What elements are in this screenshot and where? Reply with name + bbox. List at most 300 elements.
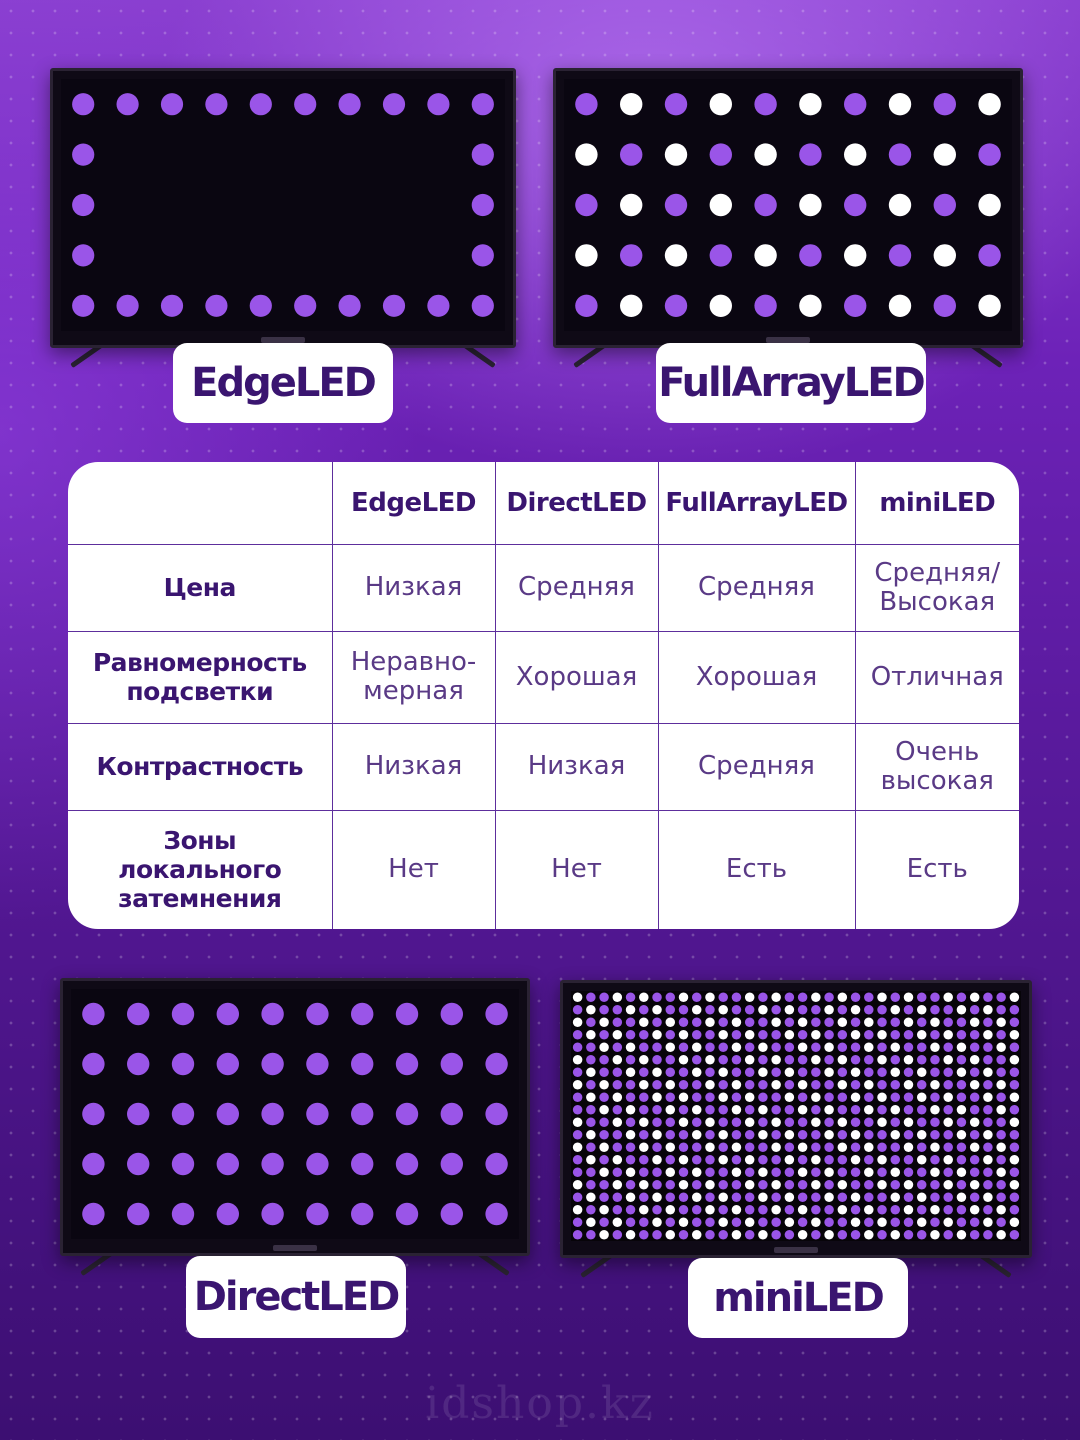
led-dot-white	[851, 1218, 861, 1228]
led-dot-white	[917, 1093, 927, 1103]
led-dot-white	[811, 1055, 821, 1065]
table-cell: Хорошая	[495, 631, 658, 723]
led-dot-purple	[754, 295, 776, 317]
led-dot-purple	[573, 1043, 583, 1053]
led-dot-purple	[851, 1205, 861, 1215]
led-dot-purple	[811, 1230, 821, 1240]
table-cell: Низкая	[495, 723, 658, 810]
led-dot-white	[692, 1168, 702, 1178]
led-dot-white	[811, 1155, 821, 1165]
led-dot-purple	[943, 1168, 953, 1178]
led-dot-purple	[851, 993, 861, 1003]
led-dot-white	[771, 1080, 781, 1090]
led-dot-purple	[679, 1143, 689, 1153]
led-dot-purple	[957, 993, 967, 1003]
led-dot-purple	[811, 1105, 821, 1115]
led-dot-purple	[710, 244, 732, 266]
led-dot-white	[586, 1155, 596, 1165]
led-dot-purple	[864, 1068, 874, 1078]
led-dot-purple	[732, 993, 742, 1003]
led-dot-purple	[851, 1230, 861, 1240]
led-dot-white	[811, 1218, 821, 1228]
led-dot-white	[785, 1068, 795, 1078]
led-dot-white	[771, 1055, 781, 1065]
led-dot-purple	[838, 1030, 848, 1040]
led-dot-purple	[639, 1068, 649, 1078]
led-dot-purple	[996, 1130, 1006, 1140]
led-dot-purple	[127, 1053, 149, 1075]
led-dot-white	[652, 1218, 662, 1228]
led-dot-white	[877, 1118, 887, 1128]
led-dot-white	[851, 1005, 861, 1015]
led-dot-purple	[943, 1018, 953, 1028]
led-dot-purple	[864, 1005, 874, 1015]
led-dot-white	[692, 1068, 702, 1078]
led-dot-white	[917, 1005, 927, 1015]
led-dot-purple	[639, 1155, 649, 1165]
led-dot-white	[1010, 1218, 1020, 1228]
led-dot-white	[732, 1105, 742, 1115]
led-dot-white	[943, 1180, 953, 1190]
led-dot-purple	[904, 1168, 914, 1178]
led-dot-purple	[710, 143, 732, 165]
led-dot-white	[586, 1193, 596, 1203]
led-dot-white	[983, 1093, 993, 1103]
led-dot-purple	[161, 93, 183, 115]
led-dot-white	[732, 1018, 742, 1028]
led-dot-purple	[877, 1168, 887, 1178]
led-dot-purple	[983, 1143, 993, 1153]
led-dot-white	[705, 993, 715, 1003]
led-dot-white	[930, 1105, 940, 1115]
led-dot-white	[639, 1180, 649, 1190]
led-dot-purple	[1010, 1168, 1020, 1178]
led-dot-purple	[692, 1018, 702, 1028]
led-dot-white	[679, 1030, 689, 1040]
tv-edgeled	[50, 68, 516, 348]
led-dot-purple	[877, 1018, 887, 1028]
led-dot-purple	[261, 1003, 283, 1025]
led-dot-purple	[652, 1105, 662, 1115]
led-dot-purple	[785, 1230, 795, 1240]
led-dot-purple	[996, 1068, 1006, 1078]
led-dot-purple	[891, 1155, 901, 1165]
led-dot-purple	[824, 1155, 834, 1165]
led-dot-white	[758, 1230, 768, 1240]
led-dot-purple	[996, 1218, 1006, 1228]
led-dot-purple	[771, 1230, 781, 1240]
led-dot-purple	[127, 1153, 149, 1175]
led-dot-white	[957, 1230, 967, 1240]
led-dot-purple	[427, 93, 449, 115]
led-dot-purple	[666, 1005, 676, 1015]
led-dot-purple	[666, 1030, 676, 1040]
led-dot-purple	[626, 1218, 636, 1228]
led-dot-purple	[996, 1118, 1006, 1128]
table-cell: Средняя	[658, 723, 855, 810]
led-dot-white	[798, 1168, 808, 1178]
led-dot-white	[666, 1168, 676, 1178]
led-dot-purple	[666, 1180, 676, 1190]
led-dot-purple	[943, 1193, 953, 1203]
led-dot-purple	[983, 1168, 993, 1178]
led-dot-purple	[718, 993, 728, 1003]
led-dot-white	[930, 1230, 940, 1240]
led-dot-white	[851, 1155, 861, 1165]
led-dot-white	[798, 1230, 808, 1240]
row-label-local-dimming: Зоны локального затемнения	[68, 810, 332, 929]
led-dot-purple	[599, 1193, 609, 1203]
led-dot-purple	[472, 244, 494, 266]
led-dot-white	[573, 1205, 583, 1215]
led-dot-purple	[639, 1005, 649, 1015]
led-dot-white	[917, 1130, 927, 1140]
led-dot-white	[917, 1218, 927, 1228]
led-dot-purple	[864, 1093, 874, 1103]
led-dot-purple	[799, 143, 821, 165]
led-dot-purple	[745, 1068, 755, 1078]
led-dot-white	[666, 1080, 676, 1090]
led-dot-purple	[652, 993, 662, 1003]
led-dot-purple	[652, 1118, 662, 1128]
led-dot-purple	[351, 1103, 373, 1125]
led-dot-purple	[599, 1093, 609, 1103]
led-dot-white	[811, 1093, 821, 1103]
led-dot-purple	[573, 1130, 583, 1140]
led-dot-purple	[917, 1180, 927, 1190]
led-dot-purple	[930, 1193, 940, 1203]
led-dot-purple	[172, 1103, 194, 1125]
led-dot-white	[957, 1005, 967, 1015]
led-dot-purple	[771, 1168, 781, 1178]
led-dot-purple	[930, 1093, 940, 1103]
led-dot-white	[904, 1180, 914, 1190]
led-dot-purple	[851, 1118, 861, 1128]
led-dot-white	[996, 1168, 1006, 1178]
led-dot-white	[798, 1043, 808, 1053]
led-dot-purple	[652, 1043, 662, 1053]
led-dot-purple	[877, 1068, 887, 1078]
led-dot-purple	[351, 1053, 373, 1075]
table-cell: Очень высокая	[855, 723, 1019, 810]
led-dot-purple	[785, 1043, 795, 1053]
led-dot-purple	[692, 1118, 702, 1128]
led-dot-purple	[771, 1218, 781, 1228]
table-header-fullarrayled: FullArrayLED	[658, 462, 855, 544]
led-dot-purple	[306, 1153, 328, 1175]
led-dot-purple	[626, 1118, 636, 1128]
led-dot-white	[864, 1205, 874, 1215]
led-dot-purple	[613, 1105, 623, 1115]
led-dot-purple	[613, 1205, 623, 1215]
led-dot-purple	[930, 1218, 940, 1228]
led-dot-purple	[844, 93, 866, 115]
led-dot-white	[904, 1205, 914, 1215]
led-dot-white	[613, 1180, 623, 1190]
led-dot-purple	[599, 993, 609, 1003]
led-dot-purple	[811, 1205, 821, 1215]
led-dot-white	[639, 1205, 649, 1215]
led-dot-white	[586, 1130, 596, 1140]
led-dot-white	[613, 1093, 623, 1103]
led-dot-purple	[441, 1103, 463, 1125]
led-dot-white	[785, 1093, 795, 1103]
led-dot-purple	[978, 143, 1000, 165]
led-dot-purple	[904, 1093, 914, 1103]
led-dot-white	[891, 1043, 901, 1053]
led-dot-purple	[851, 1080, 861, 1090]
led-dot-purple	[851, 1180, 861, 1190]
led-dot-purple	[970, 1030, 980, 1040]
led-dot-purple	[891, 1118, 901, 1128]
led-dot-purple	[666, 1118, 676, 1128]
led-dot-purple	[930, 1030, 940, 1040]
led-dot-purple	[652, 1180, 662, 1190]
tv-screen	[61, 79, 505, 331]
led-dot-white	[665, 244, 687, 266]
led-dot-purple	[771, 1130, 781, 1140]
led-dot-white	[864, 1105, 874, 1115]
led-dot-white	[679, 993, 689, 1003]
led-dot-purple	[732, 1155, 742, 1165]
led-dot-white	[732, 1043, 742, 1053]
led-dot-purple	[824, 1143, 834, 1153]
led-dot-white	[838, 993, 848, 1003]
led-dot-white	[889, 93, 911, 115]
led-dot-purple	[586, 1105, 596, 1115]
led-dot-white	[745, 993, 755, 1003]
led-dot-purple	[904, 1068, 914, 1078]
led-dot-purple	[626, 993, 636, 1003]
led-dot-purple	[427, 295, 449, 317]
table-cell: Низкая	[332, 723, 495, 810]
table-row	[68, 631, 1019, 723]
led-dot-purple	[599, 1030, 609, 1040]
led-dot-white	[626, 1168, 636, 1178]
led-dot-white	[745, 1093, 755, 1103]
led-dot-purple	[294, 93, 316, 115]
led-dot-purple	[652, 1168, 662, 1178]
led-dot-purple	[586, 1080, 596, 1090]
led-dot-purple	[82, 1053, 104, 1075]
led-dot-purple	[758, 1143, 768, 1153]
led-dot-purple	[639, 1130, 649, 1140]
led-dot-purple	[639, 1030, 649, 1040]
led-dot-white	[692, 1193, 702, 1203]
led-dot-purple	[639, 1093, 649, 1103]
led-dot-purple	[72, 244, 94, 266]
led-dot-white	[983, 1030, 993, 1040]
led-dot-purple	[943, 1105, 953, 1115]
led-dot-purple	[472, 93, 494, 115]
led-dot-white	[666, 1230, 676, 1240]
led-dot-white	[877, 1030, 887, 1040]
led-dot-purple	[718, 1055, 728, 1065]
led-dot-purple	[745, 1080, 755, 1090]
led-dot-purple	[824, 1018, 834, 1028]
led-dot-purple	[771, 1093, 781, 1103]
led-dot-purple	[666, 1155, 676, 1165]
led-dot-white	[692, 1105, 702, 1115]
led-dot-purple	[824, 1118, 834, 1128]
led-dot-purple	[1010, 1230, 1020, 1240]
led-dot-white	[957, 1130, 967, 1140]
led-dot-white	[1010, 1093, 1020, 1103]
led-dot-purple	[996, 1005, 1006, 1015]
led-dot-white	[996, 1205, 1006, 1215]
led-dot-purple	[996, 1155, 1006, 1165]
led-dot-white	[943, 1055, 953, 1065]
led-dot-purple	[917, 1055, 927, 1065]
tv-fullarrayled	[553, 68, 1023, 348]
led-dot-purple	[351, 1003, 373, 1025]
led-dot-purple	[904, 1105, 914, 1115]
led-dot-purple	[957, 1080, 967, 1090]
led-dot-white	[904, 1080, 914, 1090]
led-dot-purple	[485, 1053, 507, 1075]
led-dot-purple	[626, 1143, 636, 1153]
led-dot-purple	[679, 1043, 689, 1053]
led-dot-purple	[620, 244, 642, 266]
led-dot-white	[891, 1105, 901, 1115]
led-dot-white	[639, 1018, 649, 1028]
led-dot-white	[811, 1180, 821, 1190]
led-dot-white	[930, 1168, 940, 1178]
table-header-empty	[68, 462, 332, 544]
led-dot-white	[957, 1068, 967, 1078]
tv-screen	[71, 989, 519, 1239]
table-cell: Хорошая	[658, 631, 855, 723]
led-dot-white	[613, 1055, 623, 1065]
led-dot-white	[978, 93, 1000, 115]
led-dot-white	[904, 1143, 914, 1153]
tv-screen	[564, 79, 1012, 331]
led-dot-white	[745, 1180, 755, 1190]
led-dot-purple	[838, 1105, 848, 1115]
table-header-edgeled: EdgeLED	[332, 462, 495, 544]
led-dot-white	[996, 1043, 1006, 1053]
led-dot-purple	[996, 1030, 1006, 1040]
led-dot-purple	[666, 1193, 676, 1203]
led-dot-purple	[745, 1230, 755, 1240]
led-dot-purple	[824, 1080, 834, 1090]
led-dot-white	[718, 1193, 728, 1203]
led-dot-white	[983, 1005, 993, 1015]
led-dot-purple	[718, 1018, 728, 1028]
led-dot-white	[758, 1130, 768, 1140]
led-dot-purple	[472, 194, 494, 216]
led-dot-white	[599, 1105, 609, 1115]
led-dot-white	[599, 1230, 609, 1240]
led-dot-white	[692, 1230, 702, 1240]
led-dot-purple	[82, 1153, 104, 1175]
led-dot-white	[970, 1143, 980, 1153]
led-dot-white	[1010, 1180, 1020, 1190]
led-dot-purple	[718, 1080, 728, 1090]
led-dot-purple	[970, 1218, 980, 1228]
led-dot-purple	[798, 1055, 808, 1065]
led-dot-white	[771, 1180, 781, 1190]
led-dot-purple	[705, 1193, 715, 1203]
led-dot-purple	[652, 1143, 662, 1153]
led-dot-purple	[261, 1203, 283, 1225]
led-dot-white	[573, 1180, 583, 1190]
led-dot-purple	[718, 1168, 728, 1178]
led-dot-purple	[718, 1105, 728, 1115]
led-dot-white	[599, 1018, 609, 1028]
led-dot-white	[705, 1180, 715, 1190]
table-cell: Средняя/ Высокая	[855, 544, 1019, 631]
led-dot-white	[586, 1218, 596, 1228]
led-dot-purple	[652, 1055, 662, 1065]
led-dot-purple	[943, 1205, 953, 1215]
led-dot-purple	[705, 1005, 715, 1015]
led-dot-purple	[877, 1193, 887, 1203]
led-dot-purple	[705, 1218, 715, 1228]
led-dot-white	[639, 1055, 649, 1065]
led-dot-purple	[485, 1203, 507, 1225]
led-dot-purple	[957, 1218, 967, 1228]
led-dot-white	[943, 1218, 953, 1228]
led-dot-white	[978, 194, 1000, 216]
led-dot-white	[666, 1018, 676, 1028]
led-dot-white	[626, 1005, 636, 1015]
led-dot-white	[930, 1205, 940, 1215]
led-dot-white	[851, 1093, 861, 1103]
led-dot-purple	[943, 1005, 953, 1015]
led-dot-purple	[838, 1193, 848, 1203]
led-dot-purple	[306, 1103, 328, 1125]
led-dot-purple	[705, 1130, 715, 1140]
led-dot-white	[838, 1143, 848, 1153]
led-dot-white	[978, 295, 1000, 317]
led-dot-purple	[72, 194, 94, 216]
led-dot-purple	[639, 1168, 649, 1178]
led-dot-purple	[217, 1203, 239, 1225]
led-dot-purple	[983, 1055, 993, 1065]
led-dot-purple	[877, 1205, 887, 1215]
led-dot-purple	[891, 1143, 901, 1153]
led-dot-purple	[351, 1153, 373, 1175]
led-dot-white	[864, 1080, 874, 1090]
led-dot-white	[844, 244, 866, 266]
led-dot-white	[891, 1005, 901, 1015]
led-dot-purple	[758, 1118, 768, 1128]
led-dot-purple	[930, 1055, 940, 1065]
led-dot-white	[620, 93, 642, 115]
led-dot-purple	[575, 295, 597, 317]
led-dot-white	[943, 1030, 953, 1040]
led-dot-white	[599, 1043, 609, 1053]
led-dot-purple	[957, 1118, 967, 1128]
led-grid-edge	[61, 79, 505, 331]
led-dot-white	[666, 1043, 676, 1053]
led-dot-purple	[838, 1005, 848, 1015]
led-dot-purple	[864, 1180, 874, 1190]
led-dot-white	[798, 1143, 808, 1153]
led-dot-purple	[732, 1055, 742, 1065]
led-dot-white	[652, 1068, 662, 1078]
led-dot-purple	[586, 1180, 596, 1190]
led-dot-purple	[586, 1018, 596, 1028]
led-dot-white	[718, 1068, 728, 1078]
led-dot-white	[718, 1218, 728, 1228]
led-dot-purple	[679, 1068, 689, 1078]
led-dot-purple	[250, 93, 272, 115]
led-dot-purple	[785, 1168, 795, 1178]
led-dot-purple	[824, 1055, 834, 1065]
led-dot-white	[824, 1193, 834, 1203]
